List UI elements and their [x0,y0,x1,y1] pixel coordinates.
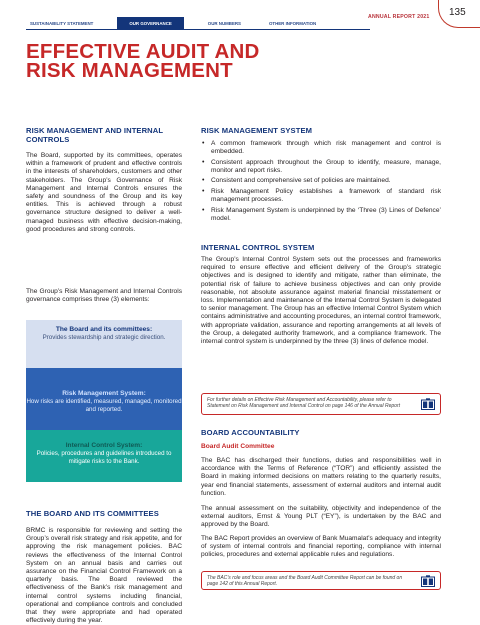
diagram-layer-board [26,320,182,368]
ics-heading: INTERNAL CONTROL SYSTEM [201,243,315,252]
committees-paragraph: BRMC is responsible for reviewing and setting the Group’s overall risk strategy and risk appetite, and for approving the risk management policies. BAC reviews the effectiveness of the Internal Control System on an annual basis and carries out assurance on the Financial Control Framework on a quarterly basis. The Board reviewed the effectiveness of the Bank’s risk management and internal control systems including financial, operational and compliance controls and concluded that they were appropriate and had operated effectively during the year. [26,527,183,625]
list-item: • Risk Management Policy establishes a framework of standard risk management processes. [201,188,441,204]
bac-paragraph-1: The BAC has discharged their functions, duties and responsibilities well in accordance with the Terms of Reference (“TOR”) and efficiently assisted the Board in making informed decisions on matters relating to the quarterly results, year end financial statements, assessment of external auditors and internal audit function. [201,457,441,497]
diagram-ics-title: Internal Control System: [65,442,143,449]
governance-diagram [26,320,182,482]
bac-paragraph-3: The BAC Report provides an overview of Bank Muamalat’s adequacy and integrity of system of internal controls and financial reporting, compliance with internal policies, procedures and external applicable rules and regulations. [201,535,441,559]
committees-heading: THE BOARD AND ITS COMMITTEES [26,509,159,518]
diagram-layer-risk-management [26,368,182,430]
nav-item-governance[interactable]: OUR GOVERNANCE [117,17,183,30]
list-item: • Risk Management System is underpinned by the ‘Three (3) Lines of Defence’ model. [201,207,441,223]
bac-subheading: Board Audit Committee [201,443,275,450]
page-header [0,0,480,34]
rmic-paragraph-1: The Board, supported by its committees, operates within a framework of prudent and effective controls in the interests of shareholders, customers and other stakeholders. The Group’s Governance of Risk Management and Internal Controls ensures the safety and soundness of the Group and its key entities. This is achieved through a robust governance structure designed to deliver a well-managed business with effective decision-making, good procedures and strong controls. [26,152,182,233]
nav-item-numbers[interactable]: OUR NUMBERS [207,21,241,26]
diagram-layer-internal-control [26,430,182,482]
diagram-board-desc: Provides stewardship and strategic direction. [42,334,166,341]
nav-divider [26,29,370,30]
board-accountability-heading: BOARD ACCOUNTABILITY [201,428,300,437]
book-icon [421,575,435,587]
list-item: • Consistent and comprehensive set of policies are maintained. [201,177,441,185]
book-icon [421,398,435,410]
diagram-rms-title: Risk Management System: [62,390,146,397]
info-box-bac-reference [201,571,441,590]
info-box-text: For further details on Effective Risk Management and Accountability, please refer to Statement on Risk Management and Internal Control on page 146 of the Annual Report [207,397,400,410]
page-title [26,42,326,80]
list-item: • A common framework through which risk management and control is embedded. [201,140,441,156]
diagram-rms-desc: How risks are identified, measured, managed, monitored and reported. [26,398,182,413]
rmic-paragraph-2: The Group’s Risk Management and Internal Controls governance comprises three (3) elements: [26,288,182,304]
page-number: 135 [449,7,466,18]
info-box-risk-reference [201,393,441,415]
rms-bullet-list [201,140,441,225]
rmic-heading: RISK MANAGEMENT AND INTERNAL CONTROLS [26,126,163,144]
bac-paragraph-2: The annual assessment on the suitability, objectivity and independence of the external auditors, Ernst & Young PLT (“EY”), is undertaken by the BAC and approved by the Board. [201,505,441,529]
ics-paragraph: The Group’s Internal Control System sets out the processes and frameworks required to ensure effective and efficient delivery of the Group’s strategic objectives and is designed to identify and mitigate, rather than eliminate, the potential risk of failure to achieve business objectives and can only provide reasonable, not absolute assurance against material financial misstatement or loss. Implementation and maintenance of the Internal Control System is delegated to senior management. The Group has an effective Internal Control System which contains administrative and accounting procedures, an internal control framework, with appropriate validation, assurance and reporting arrangements at all levels of the Group, a delegated authority framework, and a compliance framework. The internal control system is underpinned by the three (3) lines of defence model. [201,256,441,346]
diagram-board-title: The Board and its committees: [55,326,153,333]
nav-item-other-info[interactable]: OTHER INFORMATION [268,21,317,26]
rms-heading: RISK MANAGEMENT SYSTEM [201,126,313,135]
page-title-line2: RISK MANAGEMENT [26,59,233,82]
diagram-ics-desc: Policies, procedures and guidelines introduced to mitigate risks to the Bank. [36,450,172,465]
page-title-line1: EFFECTIVE AUDIT AND [26,40,260,63]
list-item: • Consistent approach throughout the Group to identify, measure, manage, monitor and report risks. [201,159,441,175]
nav-item-sustainability[interactable]: SUSTAINABILITY STATEMENT [30,21,94,26]
report-label: ANNUAL REPORT 2021 [368,14,430,20]
info-box-text: The BAC’s role and focus areas and the Board Audit Committee Report can be found on page 142 of this Annual Report. [207,575,403,588]
